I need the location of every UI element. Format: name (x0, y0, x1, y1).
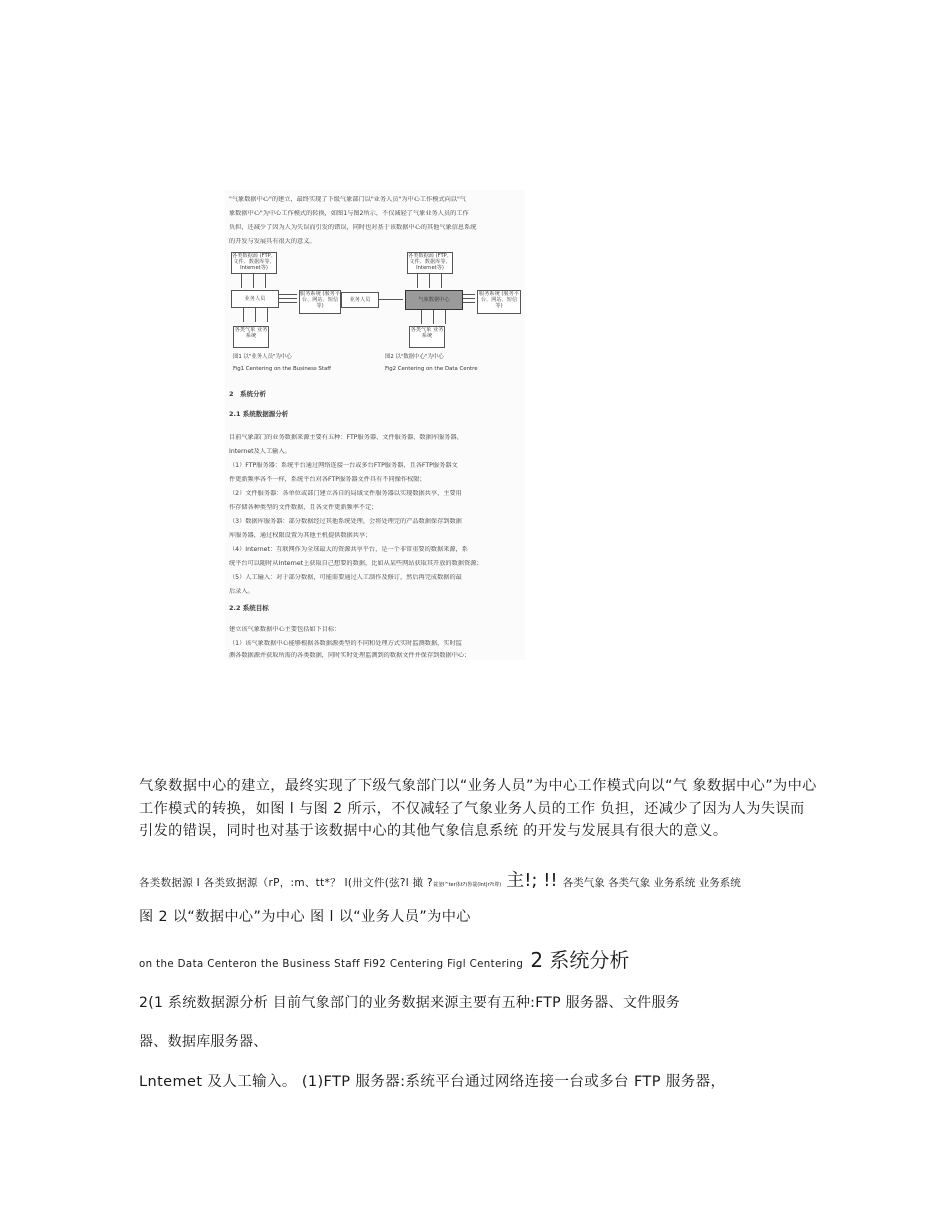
scan-body-line: （5）人工输入：对于部分数据，可能需要通过人工制作及修订，然后再完成数据的最 (229, 574, 462, 581)
fig2-caption-cn: 图2 以"数据中心"为中心 (385, 354, 444, 360)
scan-body-line: 件更新频率各不一样，系统平台对各FTP服务器文件具有不同操作权限； (229, 476, 426, 483)
fig1-arrow (243, 308, 244, 322)
fig2-data-sources-box: 各类数据源 (FTP、文件、数据库等、Internet等) (407, 252, 453, 274)
body-line-ftp: Lntemet 及人工输入。 (1)FTP 服务器:系统平台通过网络连接一台或多台 FTP 服务器， (139, 1074, 726, 1090)
fig1-caption-en: Fig1 Centering on the Business Staff (233, 366, 331, 372)
fig1-caption-cn: 图1 以"业务人员"为中心 (233, 354, 292, 360)
fig1-business-staff-box: 业务人员 (231, 290, 279, 308)
scan-body-line: 建立该气象数据中心主要包括如下目标： (229, 626, 341, 633)
scan-body-line: 作存储各种类型的文件数据，且各文件更新频率不定； (229, 504, 378, 511)
scan-intro-line: 的开发与发展具有很大的意义。 (229, 238, 316, 245)
fig2-data-center-box: 气象数据中心 (405, 290, 463, 310)
scan-body-line: （3）数据库服务器：部分数据经过其他系统处理，会将处理完的产品数据保存到数据 (229, 518, 462, 525)
fig2-arrow (421, 310, 422, 324)
scan-body-line: 后录入。 (229, 588, 254, 595)
garbled-text-b: 各类气象 各类气象 业务系统 业务系统 (562, 877, 741, 889)
fig2-arrow (445, 310, 446, 324)
fig2-arrow (441, 274, 442, 288)
fig2-arrow (463, 302, 475, 303)
scan-body-line: （1）FTP服务器：系统平台通过网络连接一台或多台FTP服务器，且各FTP服务器文 (229, 462, 458, 469)
fig1-arrow (267, 308, 268, 322)
fig2-arrow (463, 298, 475, 299)
scan-intro-line: 象数据中心"为中心工作模式的转换，如图1与图2所示，不仅减轻了气象业务人员的工作 (229, 210, 469, 217)
fig1-arrow (279, 298, 297, 299)
fig1-arrow (241, 274, 242, 288)
fig2-business-systems-box: 各类气象 业务系统 (409, 326, 445, 348)
scan-intro-line: "气象数据中心"的建立，最终实现了下级气象部门以"业务人员"为中心工作模式向以"气 (229, 196, 466, 203)
garbled-text-tiny: 蓑釜I^ter体t?)鲁蓑(Int|r?t尊) (432, 882, 502, 888)
fig2-business-staff-box: 业务人员 (341, 292, 379, 308)
scan-body-line: （4）Internet：互联网作为全球最大的资源共享平台，是一个非常重要的数据来源，系 (229, 546, 468, 553)
scan-subsection-heading: 2.1 系统数据源分析 (229, 410, 289, 418)
scanned-page-image (225, 190, 525, 660)
body-line-db: 器、数据库服务器、 (139, 1034, 268, 1050)
fig2-arrow (379, 299, 403, 300)
section-title: 2 系统分析 (530, 948, 630, 972)
fig2-arrow (429, 274, 430, 288)
scan-body-line: （2）文件服务器：各单位或部门建立各自的局域文件服务器以实现数据共享，主要用 (229, 490, 462, 497)
fig2-arrow (417, 274, 418, 288)
fig1-arrow (255, 308, 256, 322)
fig2-service-system-box: 服务系统 (服务平台、网站、短信等) (477, 290, 521, 314)
scan-body-line: 统平台可以随时从Internet上获取自己想要的数据，比如从某些网站获取其开放的数据资源； (229, 560, 483, 567)
figure-english-captions: on the Data Centeron the Business Staff Fi92 Centering Figl Centering (139, 959, 524, 970)
fig1-arrow (279, 294, 297, 295)
fig1-arrow (253, 274, 254, 288)
fig2-caption-en: Fig2 Centering on the Data Centre (385, 366, 478, 372)
fig1-service-system-box: 服务系统 (服务平台、网站、短信等) (299, 290, 341, 314)
fig2-arrow (433, 310, 434, 324)
garbled-text-big: 主!; !! (506, 870, 558, 891)
figure-english-line (139, 944, 629, 973)
fig2-arrow (463, 294, 475, 295)
garbled-line (139, 866, 741, 892)
scan-body-line: Internet及人工输入。 (229, 448, 291, 455)
scan-body-line: 库服务器，通过权限设置为其他主机提供数据共享； (229, 532, 372, 539)
scan-body-line: 测各数据源并获取所需的各类数据，同时实时处理监测到的数据文件并保存到数据中心； (229, 652, 471, 659)
fig1-arrow (279, 302, 297, 303)
intro-paragraph: 气象数据中心的建立，最终实现了下级气象部门以“业务人员”为中心工作模式向以“气 象数据中心”为中心工作模式的转换，如图 l 与图 2 所示，不仅减轻了气象业务人员的工作 负担，还减少了因为人为失误而引发的错误，同时也对基于该数据中心的其他气象信息系统 的开发与发展具有很大的意义。 (139, 778, 817, 839)
figure-captions-line: 图 2 以“数据中心”为中心 图 l 以“业务人员”为中心 (139, 909, 471, 925)
fig1-arrow (265, 274, 266, 288)
body-line-2-1: 2(1 系统数据源分析 目前气象部门的业务数据来源主要有五种:FTP 服务器、文件服务 (139, 995, 681, 1011)
scan-body-line: 目前气象部门的业务数据来源主要有五种：FTP服务器、文件服务器、数据库服务器、 (229, 434, 463, 441)
garbled-text-a: 各类数据源 I 各类致据源（rP，:m、tt*？ I(卅文件(弦?l 撖 ? (139, 877, 433, 889)
fig1-business-systems-box: 各类气象 业务系统 (233, 326, 269, 348)
scan-intro-line: 负担，还减少了因为人为失误而引发的错误，同时也对基于该数据中心的其他气象信息系统 (229, 224, 477, 231)
scan-subsection-heading: 2.2 系统目标 (229, 604, 269, 612)
scan-section-heading: 2 系统分析 (229, 390, 267, 398)
fig1-data-sources-box: 各类数据源 (FTP、文件、数据库等、Internet等) (231, 252, 277, 274)
scan-body-line: （1）该气象数据中心能够根据各数据源类型的不同和处理方式实时监测数据，实时监 (229, 640, 462, 647)
